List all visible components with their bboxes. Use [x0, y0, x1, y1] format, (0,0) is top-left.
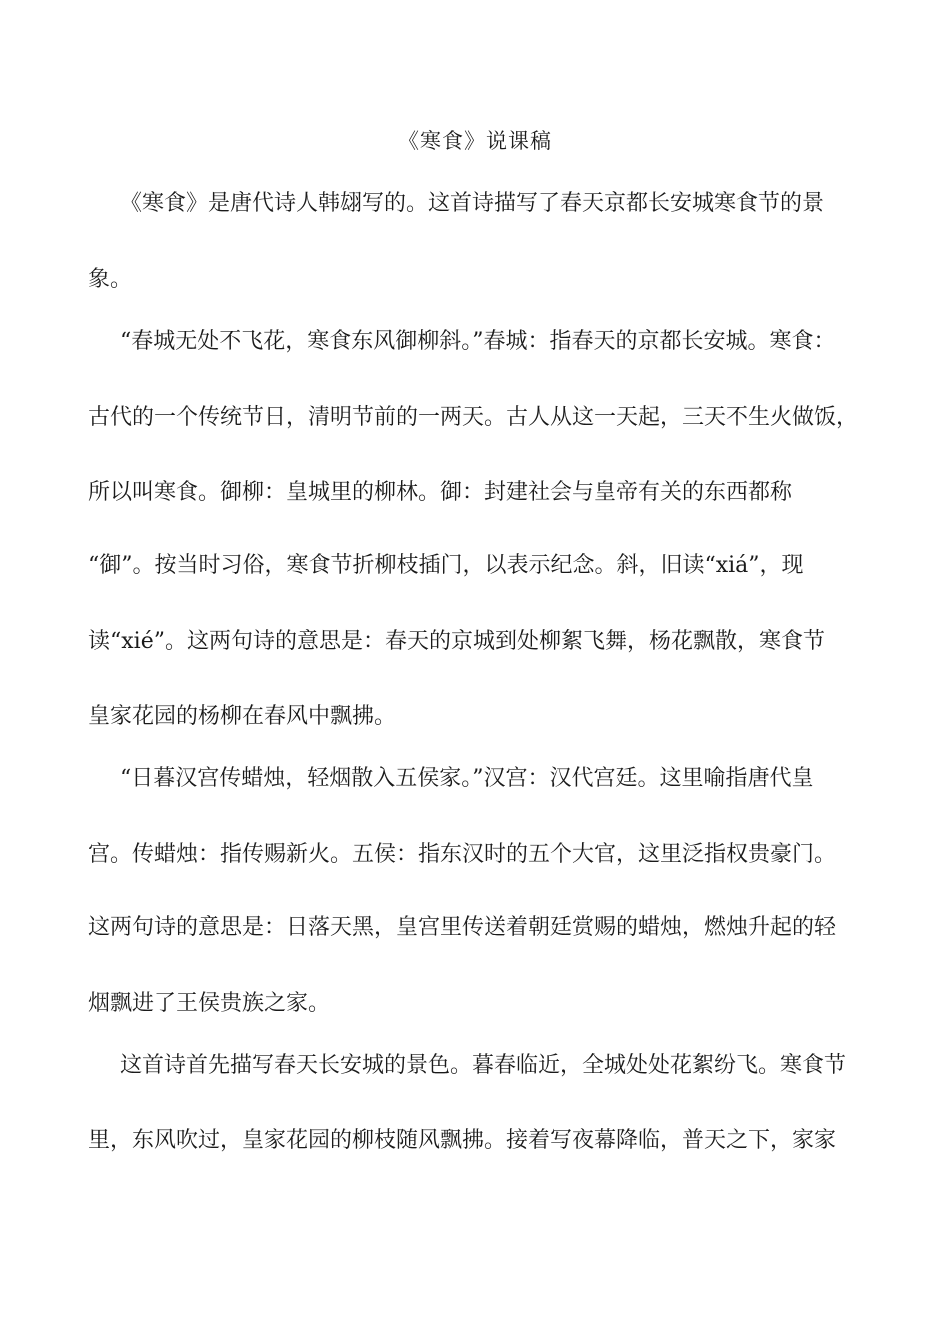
document-title: 《寒食》说课稿 — [398, 129, 552, 153]
paragraph-line: “日暮汉宫传蜡烛，轻烟散入五侯家。”汉宫：汉代宫廷。这里喻指唐代皇 — [120, 766, 814, 791]
paragraph-line: 这首诗首先描写春天长安城的景色。暮春临近，全城处处花絮纷飞。寒食节 — [120, 1053, 847, 1078]
paragraph-line: 里，东风吹过，皇家花园的柳枝随风飘拂。接着写夜幕降临，普天之下，家家 — [88, 1128, 837, 1153]
paragraph-line: 读“xié”。这两句诗的意思是：春天的京城到处柳絮飞舞，杨花飘散，寒食节 — [88, 629, 825, 654]
paragraph-line: 这两句诗的意思是：日落天黑，皇宫里传送着朝廷赏赐的蜡烛，燃烛升起的轻 — [88, 915, 837, 940]
paragraph-line: 象。 — [88, 267, 133, 292]
paragraph-line: 烟飘进了王侯贵族之家。 — [88, 991, 331, 1016]
paragraph-line: 《寒食》是唐代诗人韩翃写的。这首诗描写了春天京都长安城寒食节的景 — [120, 191, 825, 216]
paragraph-line: 古代的一个传统节日，清明节前的一两天。古人从这一天起，三天不生火做饭， — [88, 405, 859, 430]
paragraph-line: “御”。按当时习俗，寒食节折柳枝插门，以表示纪念。斜，旧读“xiá”，现 — [88, 553, 804, 578]
paragraph-line: 宫。传蜡烛：指传赐新火。五侯：指东汉时的五个大官，这里泛指权贵豪门。 — [88, 842, 837, 867]
paragraph-line: 所以叫寒食。御柳：皇城里的柳林。御：封建社会与皇帝有关的东西都称 — [88, 480, 793, 505]
paragraph-line: “春城无处不飞花，寒食东风御柳斜。”春城：指春天的京都长安城。寒食： — [120, 329, 836, 354]
paragraph-line: 皇家花园的杨柳在春风中飘拂。 — [88, 704, 397, 729]
